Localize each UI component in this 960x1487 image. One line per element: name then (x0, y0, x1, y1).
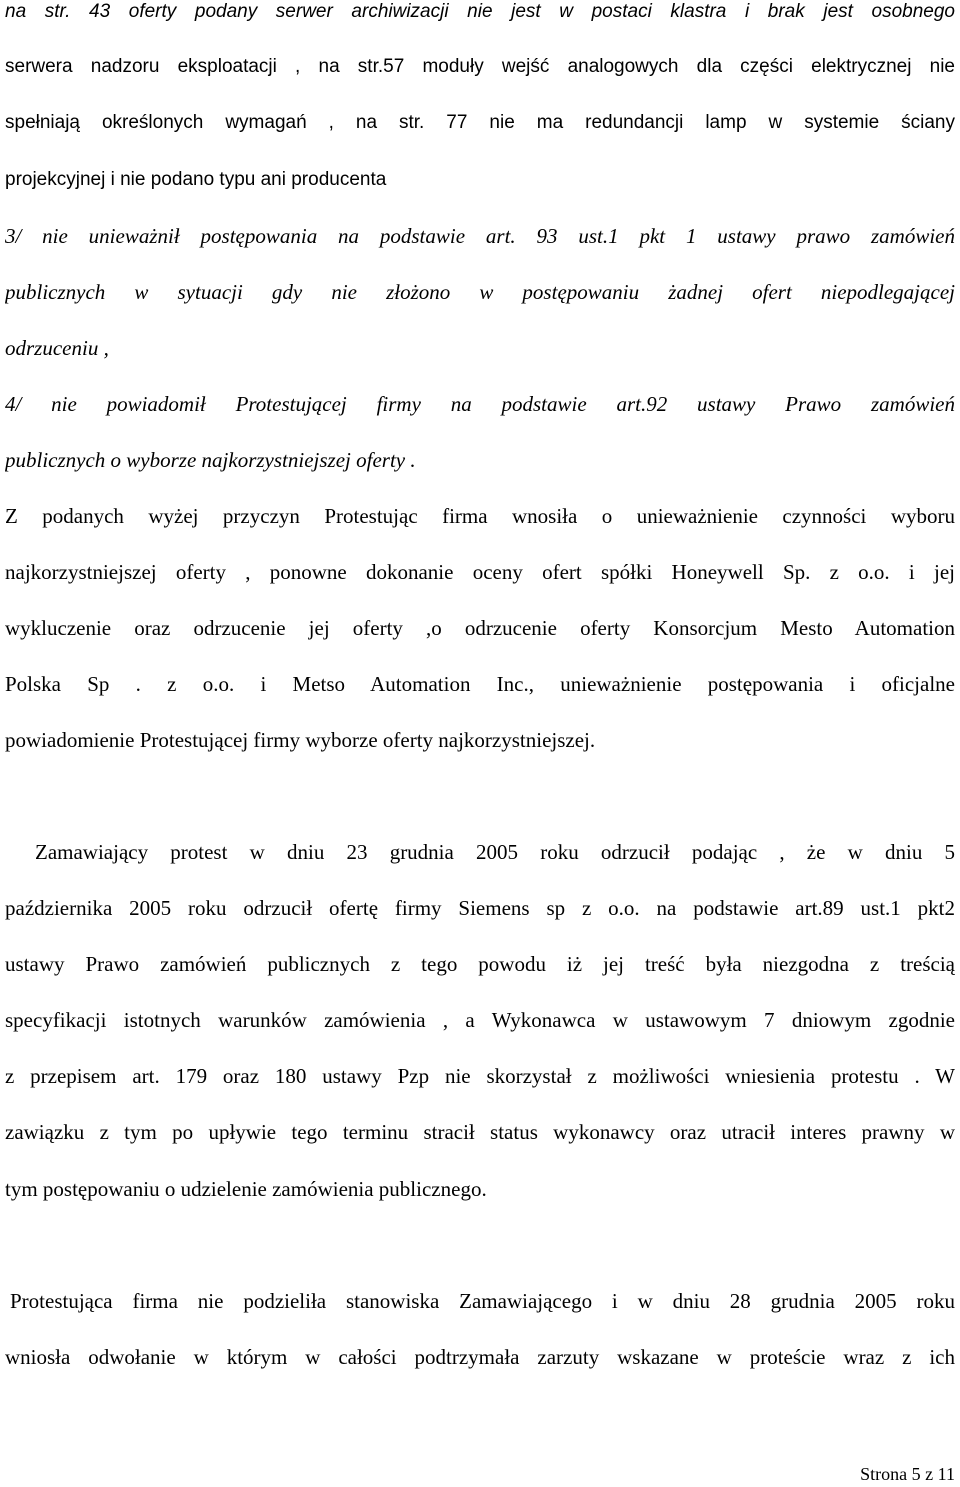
paragraph-line: spełniają określonych wymagań , na str. 77 nie ma redundancji lamp w systemie ściany (5, 112, 955, 133)
paragraph-line: serwera nadzoru eksploatacji , na str.57 moduły wejść analogowych dla części elektrycznej nie (5, 56, 955, 77)
paragraph-line: ustawy Prawo zamówień publicznych z tego powodu iż jej treść była niezgodna z treścią (5, 952, 955, 976)
paragraph-line: 3/ nie unieważnił postępowania na podstawie art. 93 ust.1 pkt 1 ustawy prawo zamówień (5, 224, 955, 248)
paragraph-line: października 2005 roku odrzucił ofertę firmy Siemens sp z o.o. na podstawie art.89 ust.1 pkt2 (5, 896, 955, 920)
paragraph-line: na str. 43 oferty podany serwer archiwizacji nie jest w postaci klastra i brak jest osobnego (5, 1, 955, 22)
paragraph-line: odrzuceniu , (5, 336, 109, 360)
paragraph-line: specyfikacji istotnych warunków zamówienia , a Wykonawca w ustawowym 7 dniowym zgodnie (5, 1008, 955, 1032)
paragraph-line: zawiązku z tym po upływie tego terminu stracił status wykonawcy oraz utracił interes prawny w (5, 1120, 955, 1144)
paragraph-line: projekcyjnej i nie podano typu ani producenta (5, 169, 387, 190)
paragraph-line: Polska Sp . z o.o. i Metso Automation Inc., unieważnienie postępowania i oficjalne (5, 672, 955, 696)
paragraph-line: publicznych w sytuacji gdy nie złożono w postępowaniu żadnej ofert niepodlegającej (5, 280, 955, 304)
paragraph-line: Protestująca firma nie podzieliła stanowiska Zamawiającego i w dniu 28 grudnia 2005 roku (10, 1289, 955, 1313)
page-number: Strona 5 z 11 (860, 1464, 955, 1484)
paragraph-line: Zamawiający protest w dniu 23 grudnia 2005 roku odrzucił podając , że w dniu 5 (35, 840, 955, 864)
paragraph-line: 4/ nie powiadomił Protestującej firmy na podstawie art.92 ustawy Prawo zamówień (5, 392, 955, 416)
paragraph-line: wykluczenie oraz odrzucenie jej oferty ,o odrzucenie oferty Konsorcjum Mesto Automation (5, 616, 955, 640)
paragraph-line: Z podanych wyżej przyczyn Protestując firma wnosiła o unieważnienie czynności wyboru (5, 504, 955, 528)
paragraph-line: wniosła odwołanie w którym w całości podtrzymała zarzuty wskazane w proteście wraz z ich (5, 1345, 955, 1369)
paragraph-line: powiadomienie Protestującej firmy wyborze oferty najkorzystniejszej. (5, 728, 596, 752)
paragraph-line: najkorzystniejszej oferty , ponowne dokonanie oceny ofert spółki Honeywell Sp. z o.o. i jej (5, 560, 955, 584)
paragraph-line: publicznych o wyborze najkorzystniejszej oferty . (5, 448, 416, 472)
paragraph-line: tym postępowaniu o udzielenie zamówienia publicznego. (5, 1177, 487, 1201)
paragraph-line: z przepisem art. 179 oraz 180 ustawy Pzp nie skorzystał z możliwości wniesienia protestu . W (5, 1064, 955, 1088)
